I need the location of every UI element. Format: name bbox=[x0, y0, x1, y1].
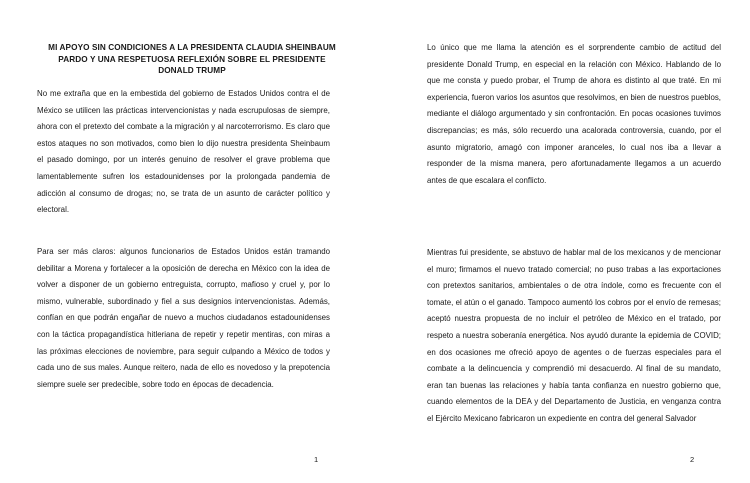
page-1-paragraph-1: No me extraña que en la embestida del gobierno de Estados Unidos contra el de México se utilicen las prácticas intervencionistas y nada escrupulosas de siempre, ahora con el pretexto del combate a la migración y al narcoterrorismo. Es claro que estos ataques no son motivados, como bien lo dijo nuestra presidenta Sheinbaum el pasado domingo, por un interés genuino de resolver el grave problema que lamentablemente sufren los estadounidenses por la prolongada pandemia de adicción al consumo de drogas; no, se trata de un asunto de carácter político y electoral. bbox=[37, 89, 330, 215]
page-2-paragraph-2: Mientras fui presidente, se abstuvo de hablar mal de los mexicanos y de mencionar el muro; firmamos el nuevo tratado comercial; no puso trabas a las exportaciones con pretextos sanitarios, ambientales o de otra índole, como es frecuente con el tomate, el atún o el ganado. Tampoco aumentó los cobros por el envío de remesas; aceptó nuestra propuesta de no incluir el petróleo de México en el tratado, por respeto a nuestra soberanía energética. Nos ayudó durante la epidemia de COVID; en dos ocasiones me ofreció apoyo de agentes o de fuerzas especiales para el combate a la delincuencia y comprendió mi desacuerdo. Al final de su mandato, eran tan buenas las relaciones y había tanta confianza en nuestro gobierno que, cuando elementos de la DEA y del Departamento de Justicia, en venganza contra el Ejército Mexicano fabricaron un expediente en contra del general Salvador bbox=[427, 248, 721, 423]
page-1-paragraph-2: Para ser más claros: algunos funcionarios de Estados Unidos están tramando debilitar a Morena y fortalecer a la oposición de derecha en México con la idea de volver a disponer de un gobierno entreguista, corrupto, mafioso y cruel y, por lo mismo, vulnerable, subordinado y fiel a sus designios intervencionistas. Además, confían en que podrán engañar de nuevo a muchos ciudadanos estadounidenses con la táctica propagandística hitleriana de repetir y repetir mentiras, con miras a las próximas elecciones de noviembre, para seguir culpando a México de todos y cada uno de sus males. Aunque reitero, nada de ello es novedoso y la prepotencia siempre suele ser predecible, sobre todo en épocas de decadencia. bbox=[37, 247, 330, 389]
page-number-2: 2 bbox=[690, 455, 695, 464]
document-title: MI APOYO SIN CONDICIONES A LA PRESIDENTA CLAUDIA SHEINBAUM PARDO Y UNA RESPETUOSA REFLEXIÓN SOBRE EL PRESIDENTE DONALD TRUMP bbox=[48, 43, 336, 75]
page-number-1: 1 bbox=[314, 455, 319, 464]
document-page-2 bbox=[375, 0, 750, 483]
page-2-paragraph-1: Lo único que me llama la atención es el sorprendente cambio de actitud del presidente Donald Trump, en especial en la relación con México. Hablando de lo que me consta y puedo probar, el Trump de ahora es distinto al que traté. En mi experiencia, fueron varios los asuntos que resolvimos, en bien de nuestros pueblos, mediante el diálogo argumentado y sin confrontación. En pocas ocasiones tuvimos discrepancias; es más, sólo recuerdo una acalorada controversia, cuando, por el asunto migratorio, amagó con imponer aranceles, lo cual nos iba a llevar a responder de la misma manera, pero afortunadamente llegamos a un acuerdo antes de que escalara el conflicto. bbox=[427, 43, 721, 185]
